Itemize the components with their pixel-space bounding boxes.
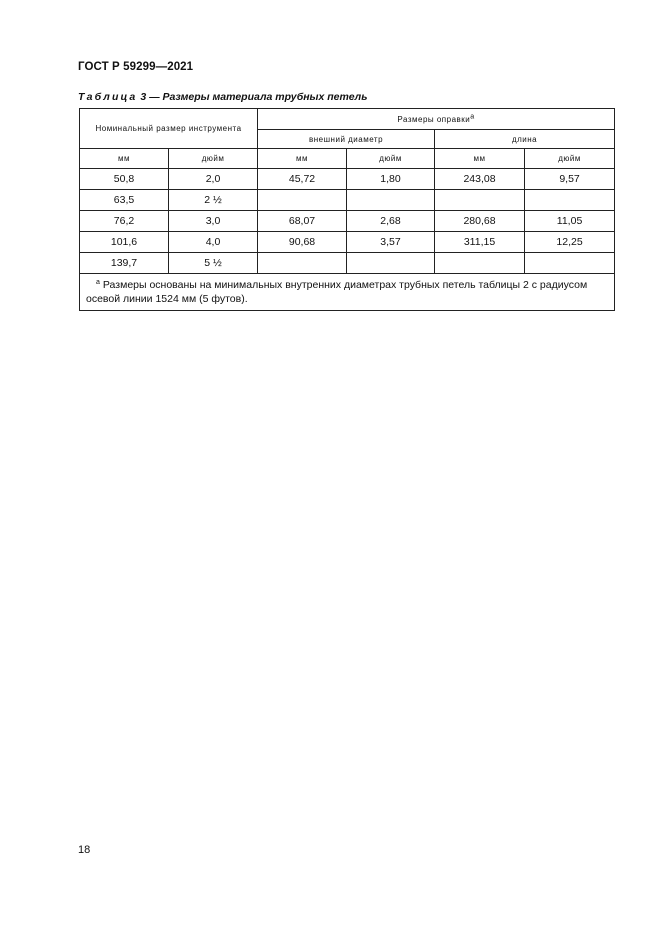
table-cell (258, 253, 347, 274)
mandrel-footnote-mark: a (470, 112, 475, 120)
table-cell: 3,57 (347, 232, 435, 253)
length-header: длина (435, 130, 615, 149)
table-caption-label: Таблица (78, 91, 138, 103)
table-caption (78, 91, 367, 103)
unit-header: мм (258, 149, 347, 169)
table-cell: 76,2 (80, 211, 169, 232)
table-cell: 280,68 (435, 211, 525, 232)
table-cell (525, 190, 615, 211)
unit-header: дюйм (169, 149, 258, 169)
table-cell: 5 ½ (169, 253, 258, 274)
table-cell: 101,6 (80, 232, 169, 253)
unit-header: мм (80, 149, 169, 169)
mandrel-size-header: Размеры оправки$^a$ (258, 109, 615, 130)
footnote-text: Размеры основаны на минимальных внутренних диаметрах трубных петель таблицы 2 с радиусом осевой линии 1524 мм (5 футов). (86, 279, 588, 305)
table-cell: 68,07 (258, 211, 347, 232)
table-cell (435, 253, 525, 274)
table-cell: 45,72 (258, 169, 347, 190)
table-caption-title: — Размеры материала трубных петель (149, 91, 368, 103)
table-caption-number: 3 (140, 91, 147, 103)
table-cell (525, 253, 615, 274)
table-row (80, 190, 615, 211)
table-cell: 311,15 (435, 232, 525, 253)
unit-header: дюйм (525, 149, 615, 169)
footnote-cell (80, 274, 615, 311)
table-cell (258, 190, 347, 211)
table-cell: 139,7 (80, 253, 169, 274)
table-cell: 2 ½ (169, 190, 258, 211)
table-row (80, 253, 615, 274)
table-cell: 9,57 (525, 169, 615, 190)
table-cell: 2,68 (347, 211, 435, 232)
outer-diameter-header: внешний диаметр (258, 130, 435, 149)
table-row (80, 232, 615, 253)
table-row (80, 211, 615, 232)
footnote-mark: a (96, 278, 100, 286)
table-row (80, 169, 615, 190)
document-header: ГОСТ Р 59299—2021 (78, 61, 194, 73)
table-cell: 243,08 (435, 169, 525, 190)
table-cell: 11,05 (525, 211, 615, 232)
table-cell (347, 253, 435, 274)
page-number: 18 (78, 844, 91, 856)
table-cell: 12,25 (525, 232, 615, 253)
table-cell: 63,5 (80, 190, 169, 211)
table-cell (347, 190, 435, 211)
footnote-row (80, 274, 615, 311)
unit-header: мм (435, 149, 525, 169)
units-row (80, 149, 615, 169)
table-cell: 3,0 (169, 211, 258, 232)
dimensions-table (79, 108, 615, 311)
table-cell: 2,0 (169, 169, 258, 190)
table-cell: 4,0 (169, 232, 258, 253)
header-row-1 (80, 109, 615, 130)
table-cell: 50,8 (80, 169, 169, 190)
table-cell: 90,68 (258, 232, 347, 253)
unit-header: дюйм (347, 149, 435, 169)
table-cell (435, 190, 525, 211)
table-cell: 1,80 (347, 169, 435, 190)
nominal-size-header: Номинальный размер инструмента (80, 109, 258, 149)
